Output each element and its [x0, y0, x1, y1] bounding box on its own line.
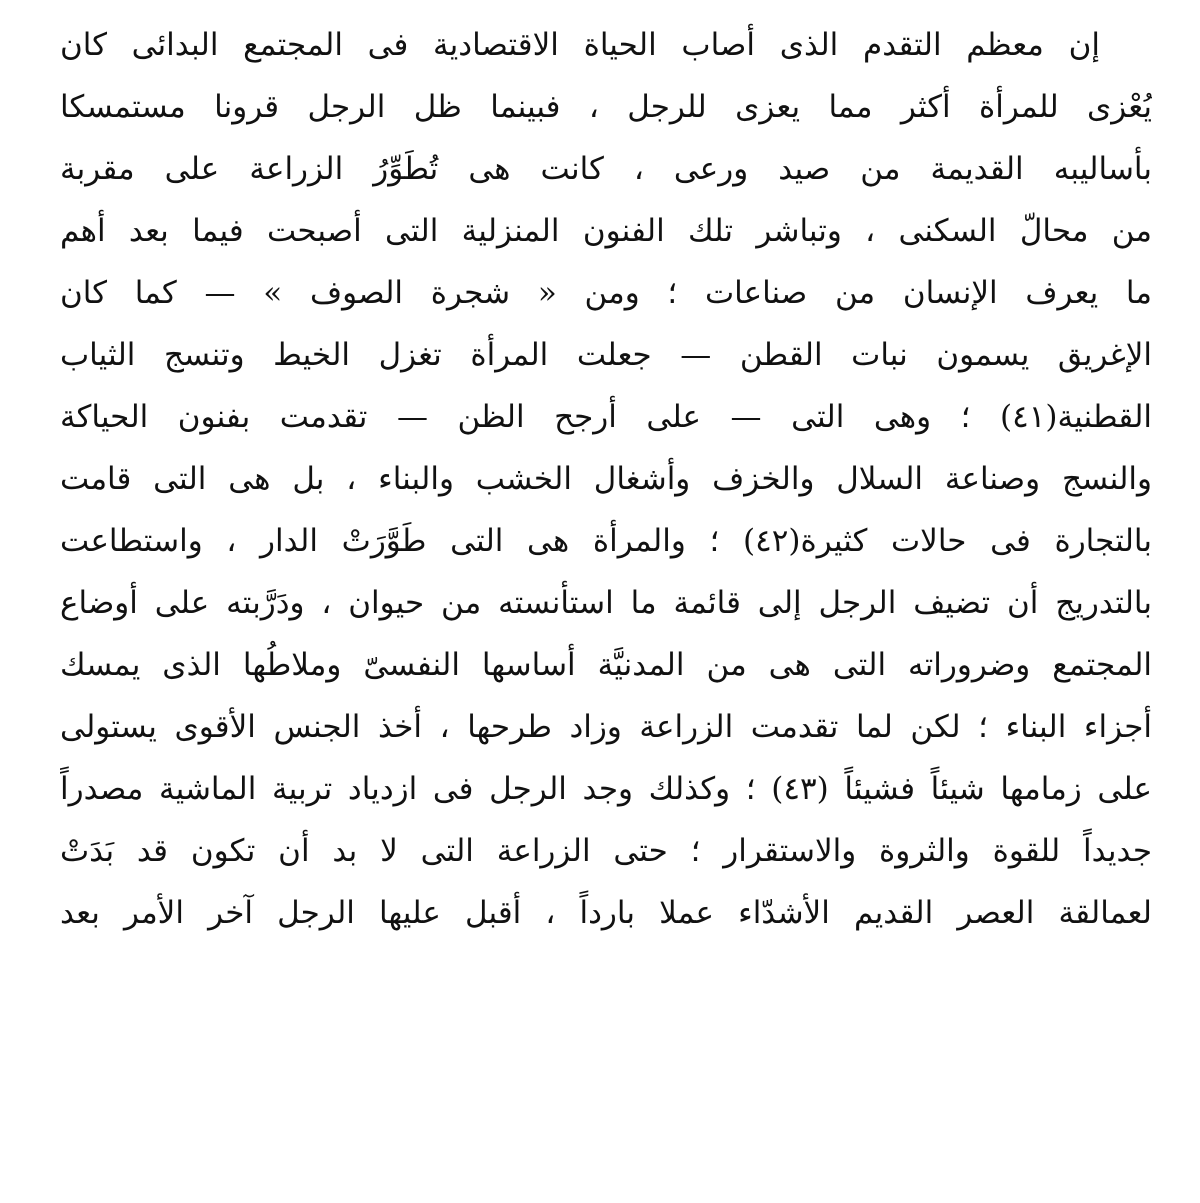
text-line-12: أجزاء البناء ؛ لكن لما تقدمت الزراعة وزاد طرحها ، أخذ الجنس الأقوى يستولى: [60, 709, 1152, 745]
text-line-3: بأساليبه القديمة من صيد ورعى ، كانت هى تُطَوِّرُ الزراعة على مقربة: [60, 151, 1152, 187]
text-line-6: الإغريق يسمون نبات القطن — جعلت المرأة تغزل الخيط وتنسج الثياب: [60, 337, 1152, 373]
text-line-1: إن معظم التقدم الذى أصاب الحياة الاقتصادية فى المجتمع البدائى كان: [60, 27, 1100, 63]
text-line-2: يُعْزى للمرأة أكثر مما يعزى للرجل ، فبينما ظل الرجل قرونا مستمسكا: [60, 89, 1152, 125]
book-page: [60, 14, 1152, 1194]
text-line-13: على زمامها شيئاً فشيئاً (٤٣) ؛ وكذلك وجد الرجل فى ازدياد تربية الماشية مصدراً: [60, 771, 1152, 807]
text-line-14: جديداً للقوة والثروة والاستقرار ؛ حتى الزراعة التى لا بد أن تكون قد بَدَتْ: [60, 833, 1152, 869]
text-line-11: المجتمع وضروراته التى هى من المدنيَّة أساسها النفسىّ وملاطُها الذى يمسك: [60, 647, 1152, 683]
text-line-5: ما يعرف الإنسان من صناعات ؛ ومن « شجرة الصوف » — كما كان: [60, 275, 1152, 311]
text-line-8: والنسج وصناعة السلال والخزف وأشغال الخشب والبناء ، بل هى التى قامت: [60, 461, 1152, 497]
text-line-7: القطنية(٤١) ؛ وهى التى — على أرجح الظن — تقدمت بفنون الحياكة: [60, 399, 1152, 435]
text-line-10: بالتدريج أن تضيف الرجل إلى قائمة ما استأنسته من حيوان ، ودَرَّبته على أوضاع: [60, 585, 1152, 621]
text-line-4: من محالّ السكنى ، وتباشر تلك الفنون المنزلية التى أصبحت فيما بعد أهم: [60, 213, 1152, 249]
text-line-9: بالتجارة فى حالات كثيرة(٤٢) ؛ والمرأة هى التى طَوَّرَتْ الدار ، واستطاعت: [60, 523, 1152, 559]
text-line-15: لعمالقة العصر القديم الأشدّاء عملا بارداً ، أقبل عليها الرجل آخر الأمر بعد: [60, 895, 1152, 931]
